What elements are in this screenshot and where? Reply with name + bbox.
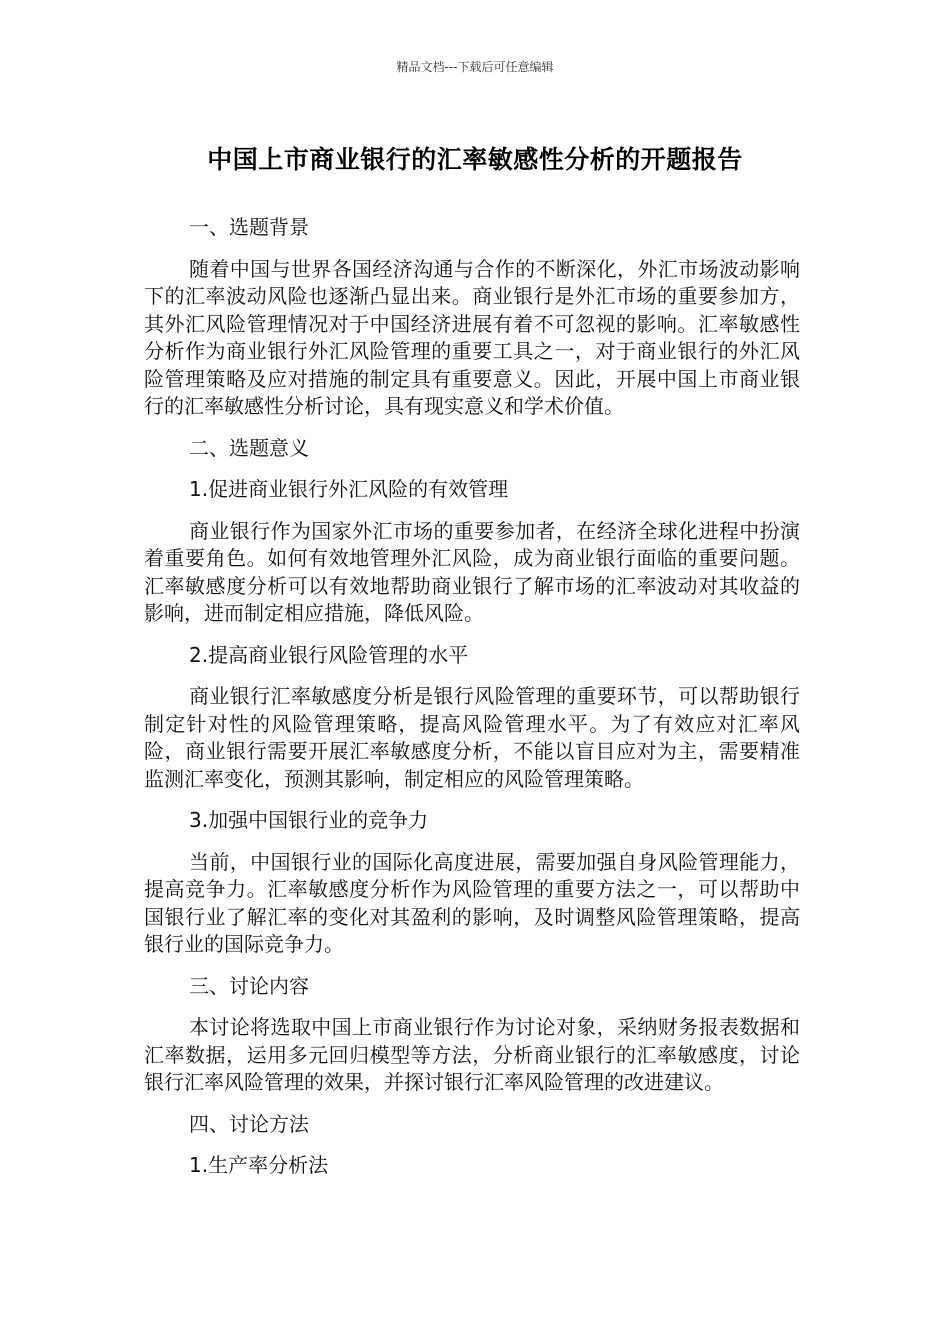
section-heading: 一、选题背景 bbox=[189, 215, 309, 239]
paragraph: 商业银行作为国家外汇市场的重要参加者，在经济全球化进程中扮演着重要角色。如何有效地管理外汇风险，成为商业银行面临的重要问题。汇率敏感度分析可以有效地帮助商业银行了解市场的汇率波动对其收益的影响，进而制定相应措施，降低风险。 bbox=[144, 518, 800, 625]
paragraph: 当前，中国银行业的国际化高度进展，需要加强自身风险管理能力，提高竞争力。汇率敏感度分析作为风险管理的重要方法之一，可以帮助中国银行业了解汇率的变化对其盈利的影响，及时调整风险管理策略，提高银行业的国际竞争力。 bbox=[144, 849, 800, 956]
subsection-heading: 1.促进商业银行外汇风险的有效管理 bbox=[189, 477, 509, 501]
paragraph: 商业银行汇率敏感度分析是银行风险管理的重要环节，可以帮助银行制定针对性的风险管理策略，提高风险管理水平。为了有效应对汇率风险，商业银行需要开展汇率敏感度分析，不能以盲目应对为主，需要精准监测汇率变化，预测其影响，制定相应的风险管理策略。 bbox=[144, 684, 800, 791]
subsection-heading: 1.生产率分析法 bbox=[189, 1153, 329, 1177]
page-header: 精品文档---下载后可任意编辑 bbox=[396, 60, 554, 74]
section-heading: 四、讨论方法 bbox=[189, 1111, 309, 1136]
document-title: 中国上市商业银行的汇率敏感性分析的开题报告 bbox=[207, 145, 743, 174]
subsection-heading: 3.加强中国银行业的竞争力 bbox=[189, 808, 429, 832]
paragraph: 随着中国与世界各国经济沟通与合作的不断深化，外汇市场波动影响下的汇率波动风险也逐渐凸显出来。商业银行是外汇市场的重要参加方，其外汇风险管理情况对于中国经济进展有着不可忽视的影响。汇率敏感性分析作为商业银行外汇风险管理的重要工具之一，对于商业银行的外汇风险管理策略及应对措施的制定具有重要意义。因此，开展中国上市商业银行的汇率敏感性分析讨论，具有现实意义和学术价值。 bbox=[144, 256, 800, 418]
subsection-heading: 2.提高商业银行风险管理的水平 bbox=[189, 642, 469, 667]
paragraph: 本讨论将选取中国上市商业银行作为讨论对象，采纳财务报表数据和汇率数据，运用多元回归模型等方法，分析商业银行的汇率敏感度，讨论银行汇率风险管理的效果，并探讨银行汇率风险管理的改进建议。 bbox=[144, 1015, 800, 1094]
section-heading: 三、讨论内容 bbox=[189, 973, 309, 998]
section-heading: 二、选题意义 bbox=[189, 435, 309, 460]
document-body bbox=[144, 214, 800, 1194]
